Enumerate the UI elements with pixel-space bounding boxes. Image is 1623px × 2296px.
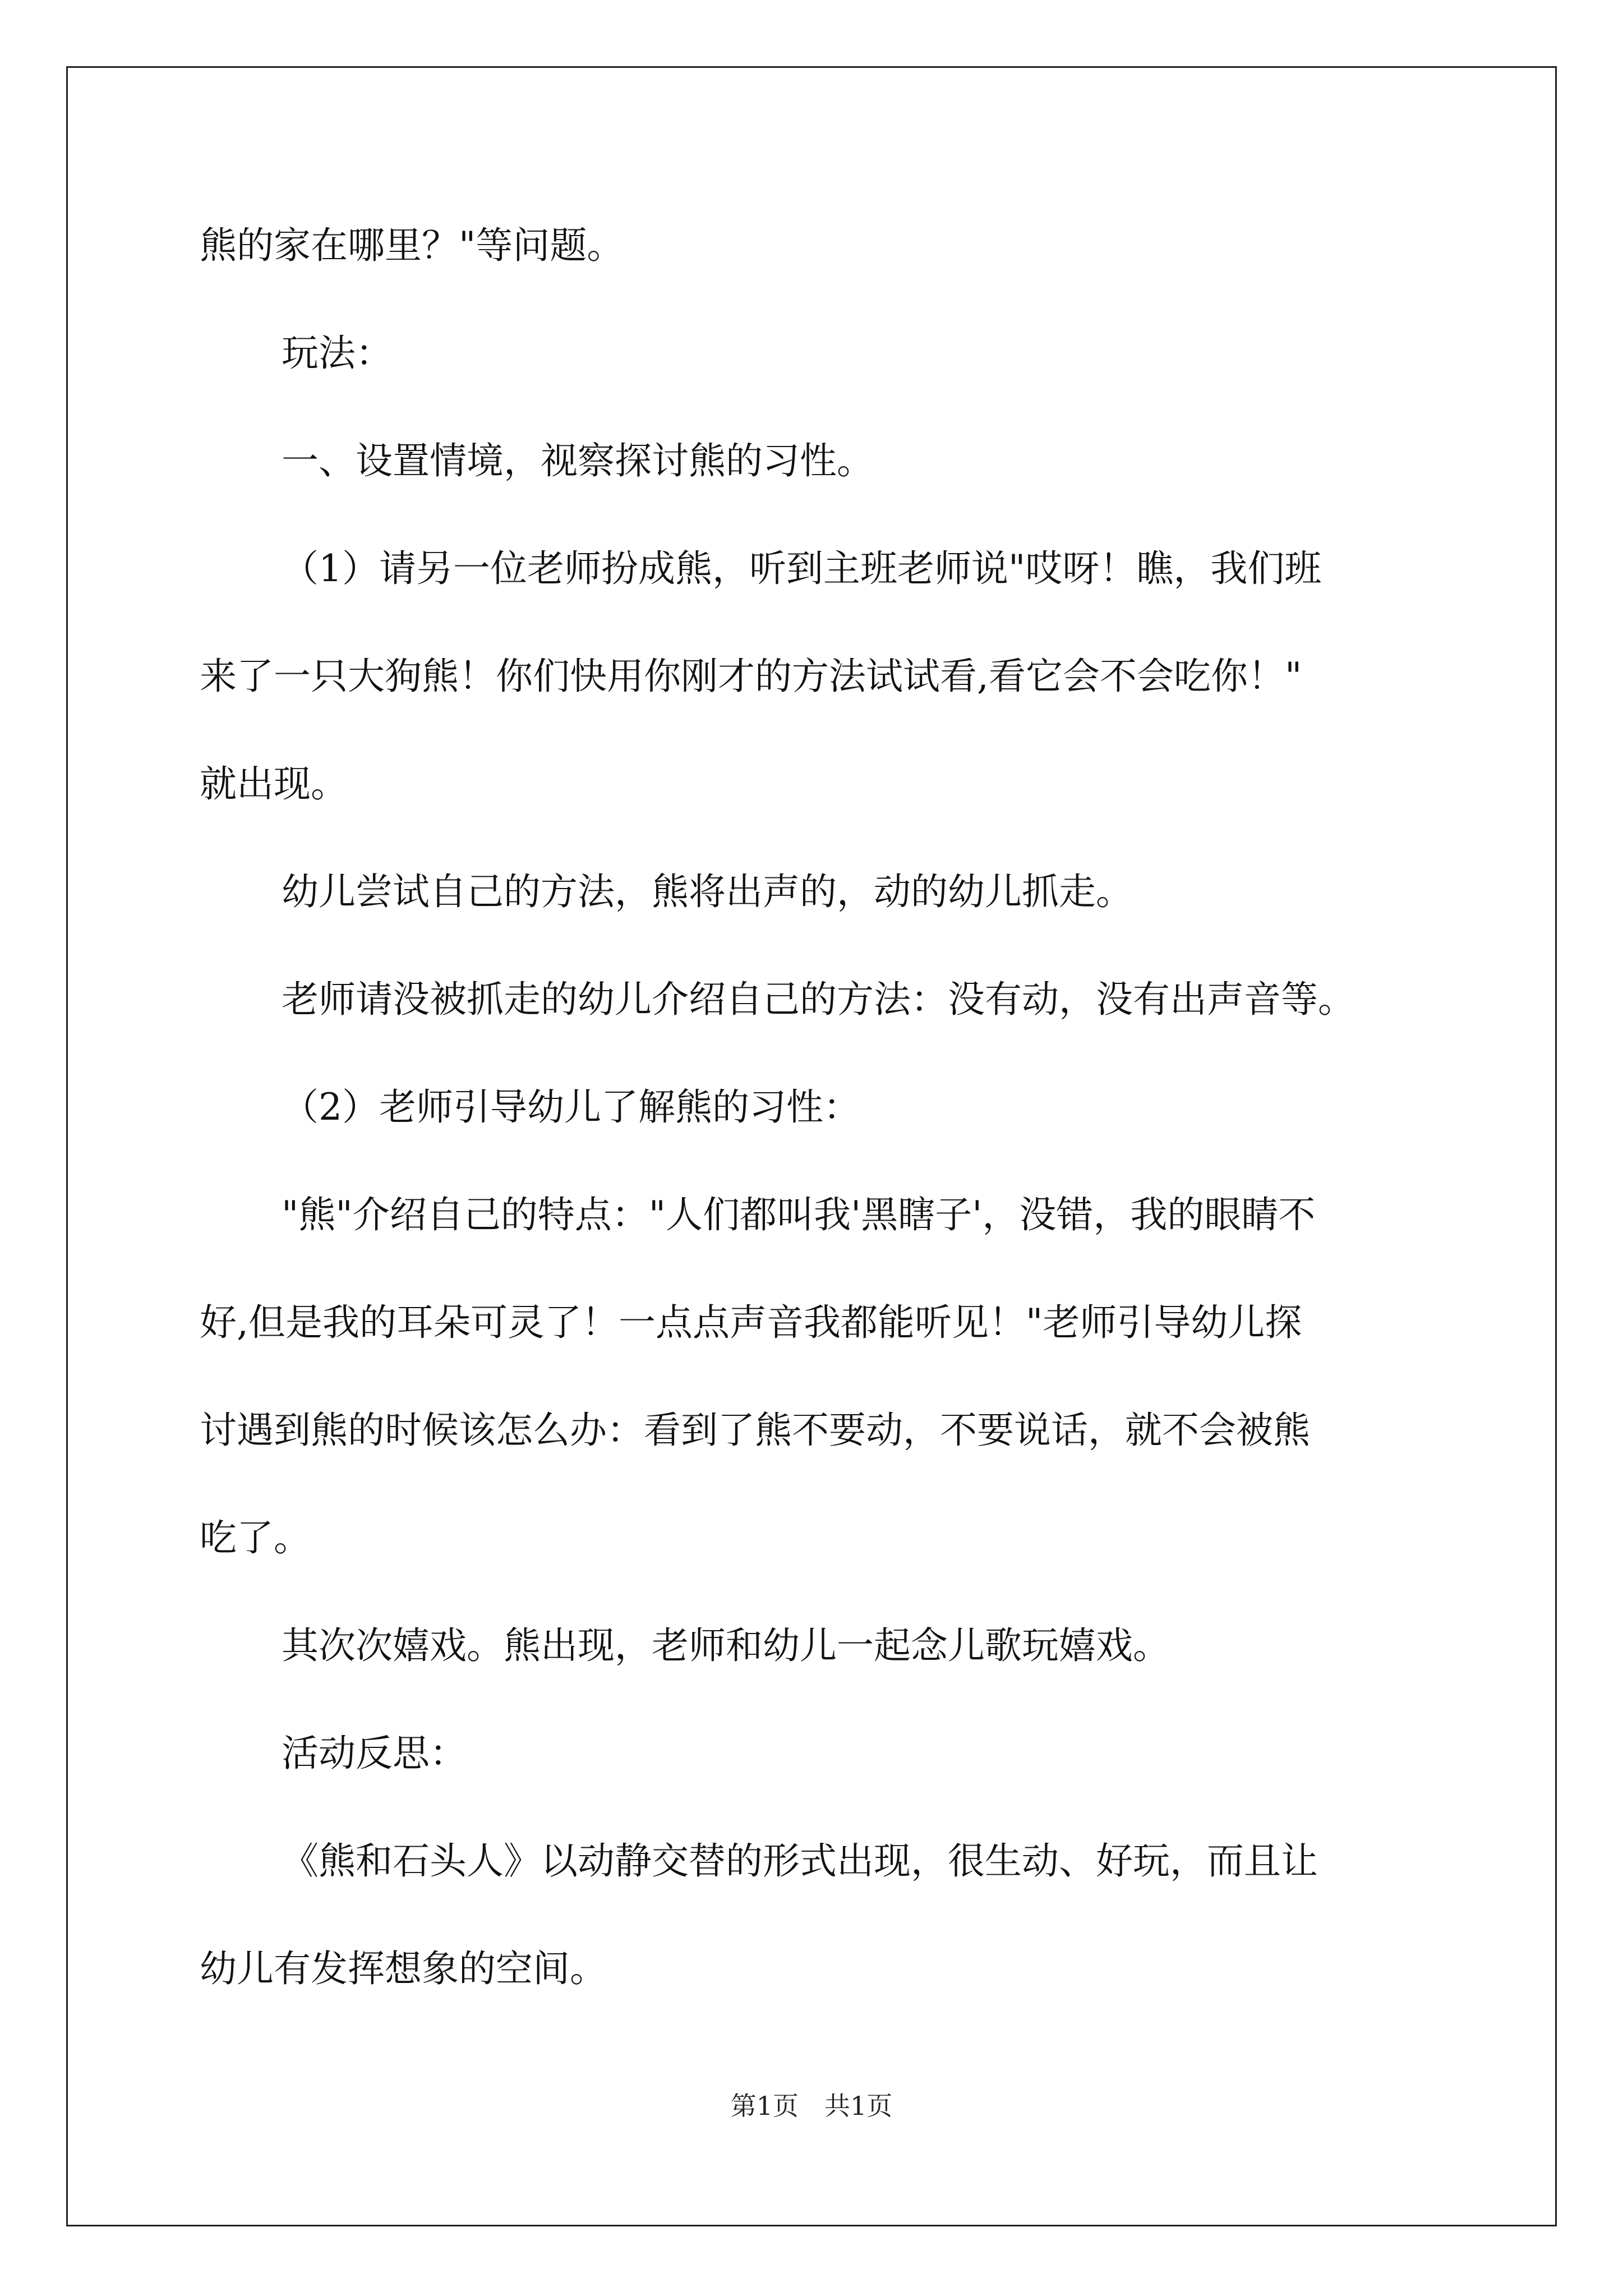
paragraph-line: 《熊和石头人》以动静交替的形式出现，很生动、好玩，而且让 [282, 1839, 1318, 1883]
paragraph-line: 熊的家在哪里？"等问题。 [200, 224, 624, 267]
paragraph-line: 讨遇到熊的时候该怎么办：看到了熊不要动，不要说话，就不会被熊 [200, 1409, 1310, 1452]
paragraph-line: 一、设置情境，视察探讨熊的习性。 [282, 439, 874, 482]
paragraph-line: （1）请另一位老师扮成熊，听到主班老师说"哎呀！瞧，我们班 [282, 547, 1322, 590]
paragraph-line: 吃了。 [200, 1516, 311, 1559]
paragraph-line: 来了一只大狗熊！你们快用你刚才的方法试试看,看它会不会吃你！" [200, 655, 1302, 698]
paragraph-line: （2）老师引导幼儿了解熊的习性： [282, 1085, 860, 1129]
page-number: 第1页 共1页 [730, 2091, 893, 2121]
paragraph-line: 好,但是我的耳朵可灵了！一点点声音我都能听见！"老师引导幼儿探 [200, 1301, 1302, 1344]
paragraph-line: 幼儿有发挥想象的空间。 [200, 1947, 607, 1990]
paragraph-heading: 玩法： [282, 332, 393, 375]
paragraph-heading: 活动反思： [282, 1732, 467, 1775]
paragraph-line: "熊"介绍自己的特点："人们都叫我'黑瞎子'，没错，我的眼睛不 [282, 1193, 1316, 1236]
paragraph-line: 幼儿尝试自己的方法，熊将出声的，动的幼儿抓走。 [282, 870, 1133, 913]
page-border [66, 66, 1557, 2226]
paragraph-line: 其次次嬉戏。熊出现，老师和幼儿一起念儿歌玩嬉戏。 [282, 1624, 1170, 1667]
paragraph-line: 就出现。 [200, 762, 348, 806]
paragraph-line: 老师请没被抓走的幼儿介绍自己的方法：没有动，没有出声音等。 [282, 978, 1355, 1021]
